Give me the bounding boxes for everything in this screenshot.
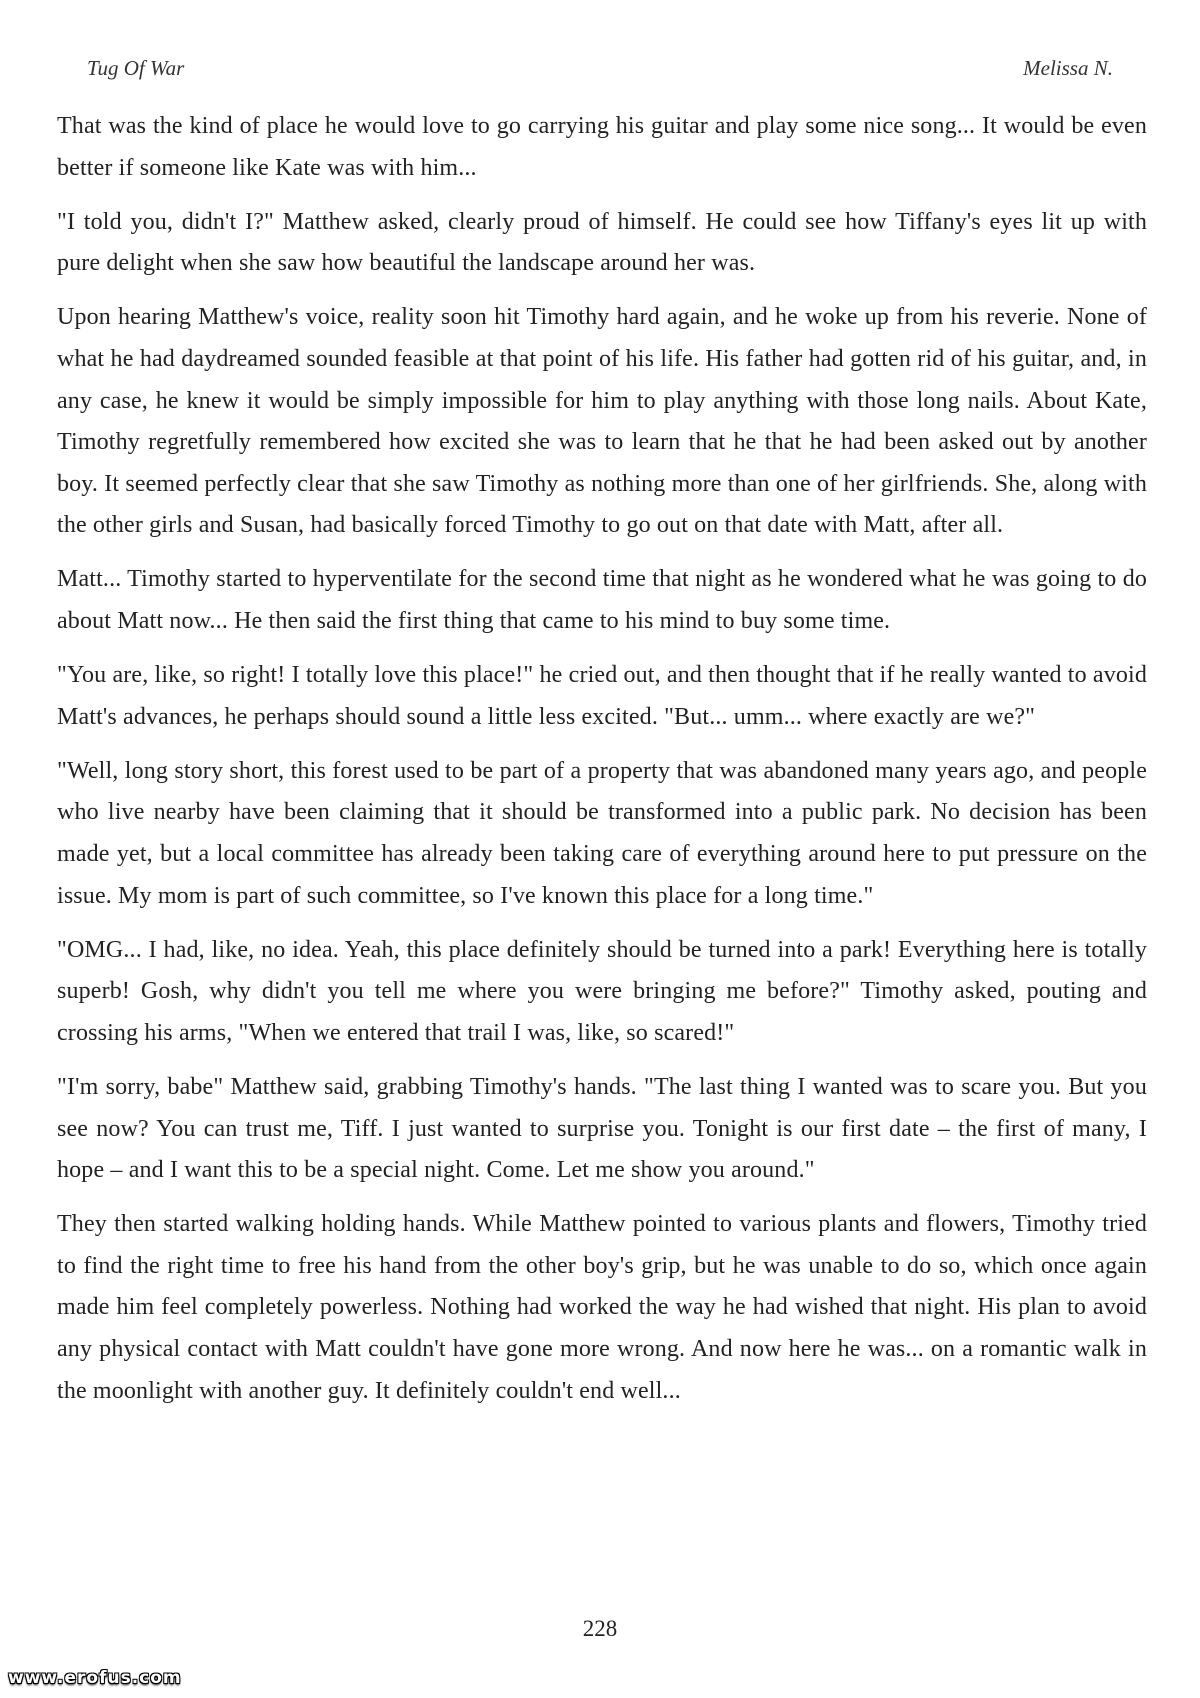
body-text — [57, 106, 1147, 1425]
paragraph: "I told you, didn't I?" Matthew asked, clearly proud of himself. He could see how Tiffany's eyes lit up with pure delight when she saw how beautiful the landscape around her was. — [57, 208, 1147, 277]
paragraph: They then started walking holding hands. While Matthew pointed to various plants and flowers, Timothy tried to find the right time to free his hand from the other boy's grip, but he was unable to do so, which once again made him feel completely powerless. Nothing had worked the way he had wished that night. His plan to avoid any physical contact with Matt couldn't have gone more wrong. And now here he was... on a romantic walk in the moonlight with another guy. It definitely couldn't end well... — [57, 1211, 1147, 1404]
page-header — [87, 56, 1113, 86]
paragraph: That was the kind of place he would love to go carrying his guitar and play some nice song... It would be even better if someone like Kate was with him... — [57, 113, 1147, 181]
paragraph: "Well, long story short, this forest used to be part of a property that was abandoned many years ago, and people who live nearby have been claiming that it should be transformed into a public park. No decision has been made yet, but a local committee has already been taking care of everything around here to put pressure on the issue. My mom is part of such committee, so I've known this place for a long time." — [57, 757, 1147, 909]
paragraph: Matt... Timothy started to hyperventilate for the second time that night as he wondered what he was going to do about Matt now... He then said the first thing that came to his mind to buy some time. — [57, 566, 1147, 635]
book-title: Tug Of War — [87, 56, 185, 80]
page-number: 228 — [582, 1616, 618, 1641]
paragraph: Upon hearing Matthew's voice, reality soon hit Timothy hard again, and he woke up from his reverie. None of what he had daydreamed sounded feasible at that point of his life. His father had gotten rid of his guitar, and, in any case, he knew it would be simply impossible for him to play anything with those long nails. About Kate, Timothy regretfully remembered how excited she was to learn that he that he had been asked out by another boy. It seemed perfectly clear that she saw Timothy as nothing more than one of her girlfriends. She, along with the other girls and Susan, had basically forced Timothy to go out on that date with Matt, after all. — [57, 304, 1147, 539]
paragraph: "You are, like, so right! I totally love this place!" he cried out, and then thought that if he really wanted to avoid Matt's advances, he perhaps should sound a little less excited. "But... umm... where exactly are we?" — [57, 662, 1147, 730]
watermark: www.erofus.com — [8, 1668, 182, 1688]
paragraph: "OMG... I had, like, no idea. Yeah, this place definitely should be turned into a park! Everything here is totally superb! Gosh, why didn't you tell me where you were bringing me before?" Timothy asked, pouting and crossing his arms, "When we entered that trail I was, like, so scared!" — [57, 936, 1147, 1046]
author-name: Melissa N. — [1023, 56, 1113, 80]
paragraph: "I'm sorry, babe" Matthew said, grabbing Timothy's hands. "The last thing I wanted was to scare you. But you see now? You can trust me, Tiff. I just wanted to surprise you. Tonight is our first date – the first of many, I hope – and I want this to be a special night. Come. Let me show you around." — [57, 1073, 1147, 1184]
